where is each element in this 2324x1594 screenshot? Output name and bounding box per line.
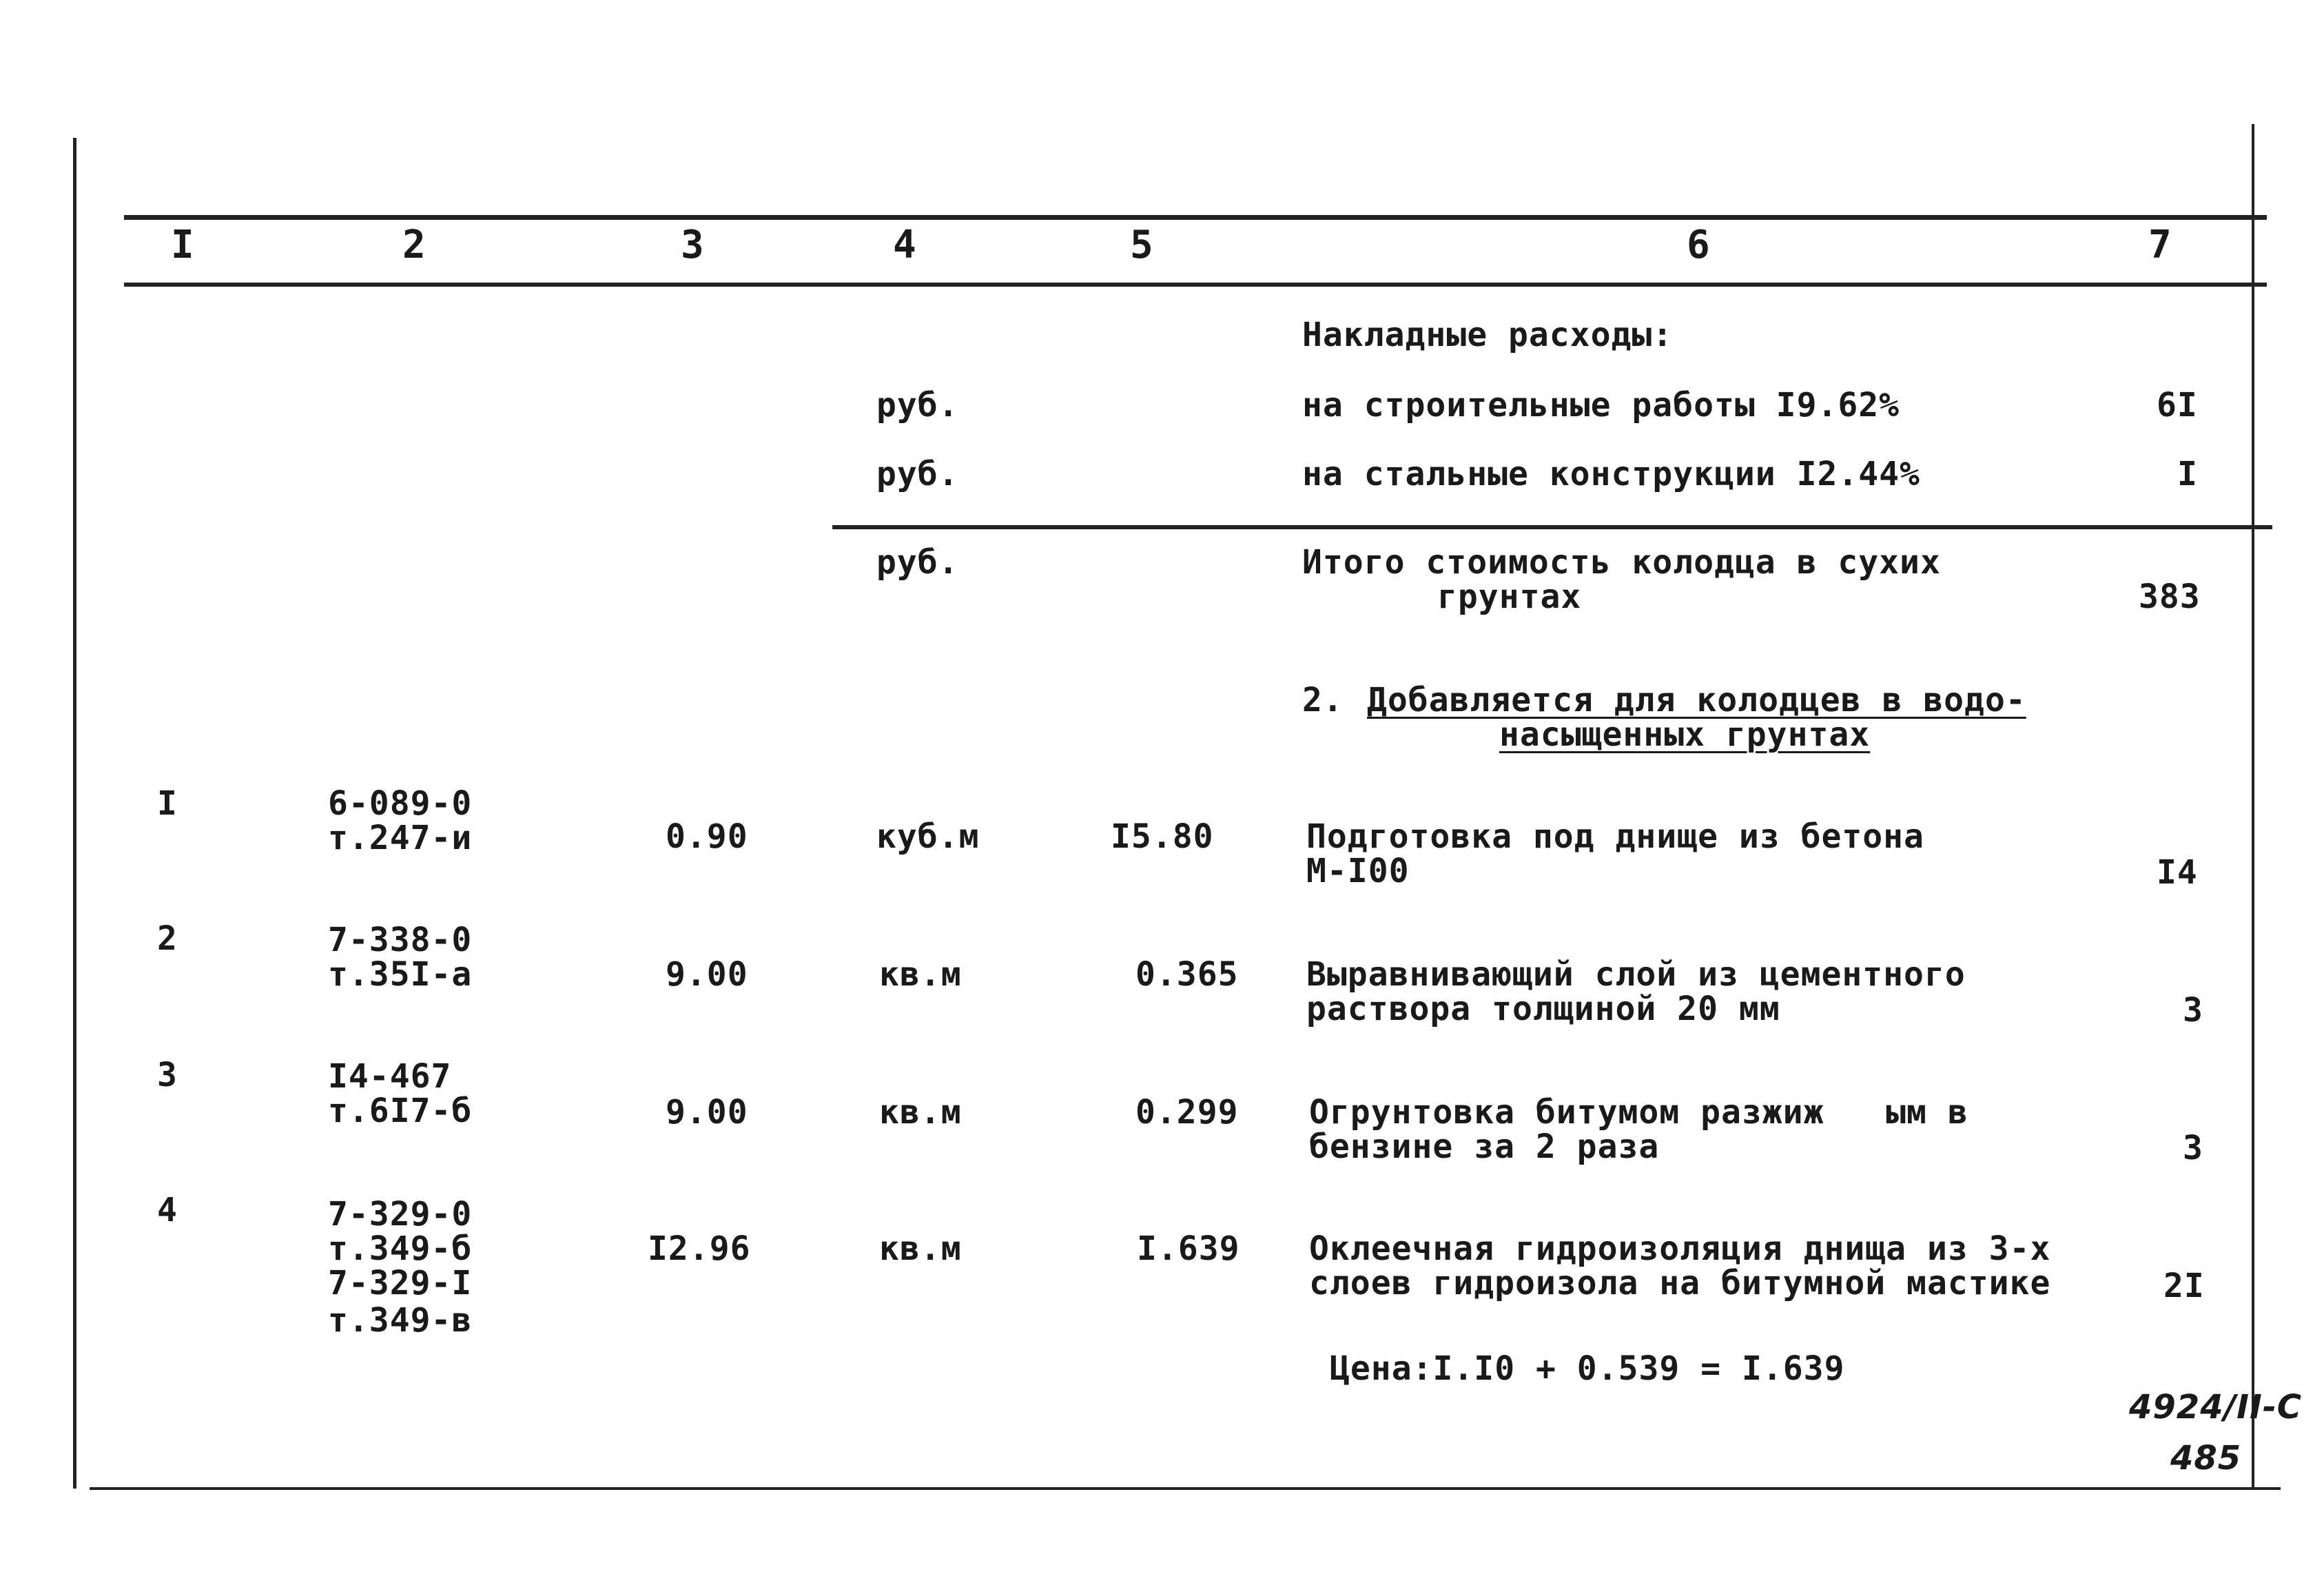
- price-formula: Цена:I.I0 + 0.539 = I.639: [1330, 1349, 1845, 1388]
- item-unit: кв.м: [879, 955, 962, 994]
- item-unit-price: 0.365: [1135, 955, 1239, 994]
- column-header-5: 5: [1130, 223, 1154, 267]
- item-unit-price: I5.80: [1111, 817, 1214, 856]
- item-code-line: 6-089-0: [328, 784, 473, 823]
- subtotal-total: 383: [2139, 578, 2201, 616]
- section-2-title-line-1: Добавляется для колодцев в водо-: [1367, 681, 2026, 719]
- item-number: 4: [157, 1191, 178, 1229]
- section-2-number: 2.: [1302, 681, 1344, 719]
- overhead-row-1-desc: на строительные работы I9.62%: [1302, 386, 1900, 425]
- overhead-row-2-unit: руб.: [876, 455, 959, 493]
- item-code-line: т.6I7-б: [328, 1092, 473, 1130]
- item-description-line: М-I00: [1306, 852, 1410, 890]
- item-code-line: т.35I-а: [328, 955, 473, 994]
- item-total: 3: [2183, 991, 2203, 1030]
- item-unit: куб.м: [876, 817, 980, 856]
- item-unit-price: I.639: [1137, 1229, 1240, 1268]
- overhead-row-1-unit: руб.: [876, 386, 959, 425]
- subtotal-unit: руб.: [876, 543, 959, 582]
- item-unit: кв.м: [879, 1229, 962, 1268]
- item-description-line: Выравнивающий слой из цементного: [1306, 955, 1966, 994]
- column-header-4: 4: [893, 223, 917, 267]
- overhead-row-1-total: 6I: [2157, 386, 2198, 425]
- item-description-line: Огрунтовка битумом разжиж ым в: [1309, 1093, 1968, 1132]
- item-unit: кв.м: [879, 1093, 962, 1132]
- item-description-line: Подготовка под днище из бетона: [1306, 817, 1924, 856]
- frame-right-border: [2252, 124, 2254, 1489]
- item-code-line: 7-329-I: [328, 1264, 473, 1302]
- header-top-line: [124, 215, 2267, 220]
- section-2-title-line-2: насыщенных грунтах: [1499, 715, 1871, 754]
- item-description-line: Оклеечная гидроизоляция днища из 3-х: [1309, 1229, 2051, 1268]
- item-total: 3: [2183, 1129, 2203, 1167]
- item-code-line: т.349-в: [328, 1301, 473, 1340]
- item-description-line: раствора толщиной 20 мм: [1306, 990, 1780, 1028]
- document-code: 4924/II-С: [2129, 1388, 2302, 1427]
- item-quantity: 9.00: [666, 955, 748, 994]
- frame-bottom-border: [90, 1487, 2281, 1490]
- overhead-row-2-total: I: [2177, 455, 2198, 493]
- item-quantity: 9.00: [666, 1093, 748, 1132]
- item-number: I: [157, 784, 178, 823]
- item-unit-price: 0.299: [1135, 1093, 1239, 1132]
- page-number: 485: [2170, 1439, 2242, 1478]
- header-bottom-line: [124, 283, 2267, 287]
- item-description-line: слоев гидроизола на битумной мастике: [1309, 1264, 2051, 1302]
- item-number: 3: [157, 1056, 178, 1094]
- frame-left-border: [73, 138, 76, 1489]
- column-header-2: 2: [402, 223, 426, 267]
- item-quantity: 0.90: [666, 817, 748, 856]
- item-code-line: т.247-и: [328, 819, 473, 857]
- column-header-3: 3: [681, 223, 705, 267]
- item-code-line: т.349-б: [328, 1229, 473, 1268]
- item-code-line: 7-329-0: [328, 1195, 473, 1234]
- item-total: 2I: [2163, 1267, 2205, 1305]
- item-total: I4: [2157, 853, 2198, 892]
- subtotal-desc-line-2: грунтах: [1437, 578, 1582, 616]
- column-header-1: I: [171, 223, 195, 267]
- item-quantity: I2.96: [648, 1229, 751, 1268]
- subtotal-line: [832, 525, 2272, 529]
- overhead-row-2-desc: на стальные конструкции I2.44%: [1302, 455, 1920, 493]
- column-header-6: 6: [1687, 223, 1711, 267]
- item-code-line: I4-467: [328, 1057, 452, 1096]
- overhead-heading: Накладные расходы:: [1302, 316, 1674, 354]
- item-number: 2: [157, 919, 178, 958]
- item-code-line: 7-338-0: [328, 921, 473, 959]
- item-description-line: бензине за 2 раза: [1309, 1127, 1660, 1166]
- column-header-7: 7: [2148, 223, 2172, 267]
- subtotal-desc-line-1: Итого стоимость колодца в сухих: [1302, 543, 1941, 582]
